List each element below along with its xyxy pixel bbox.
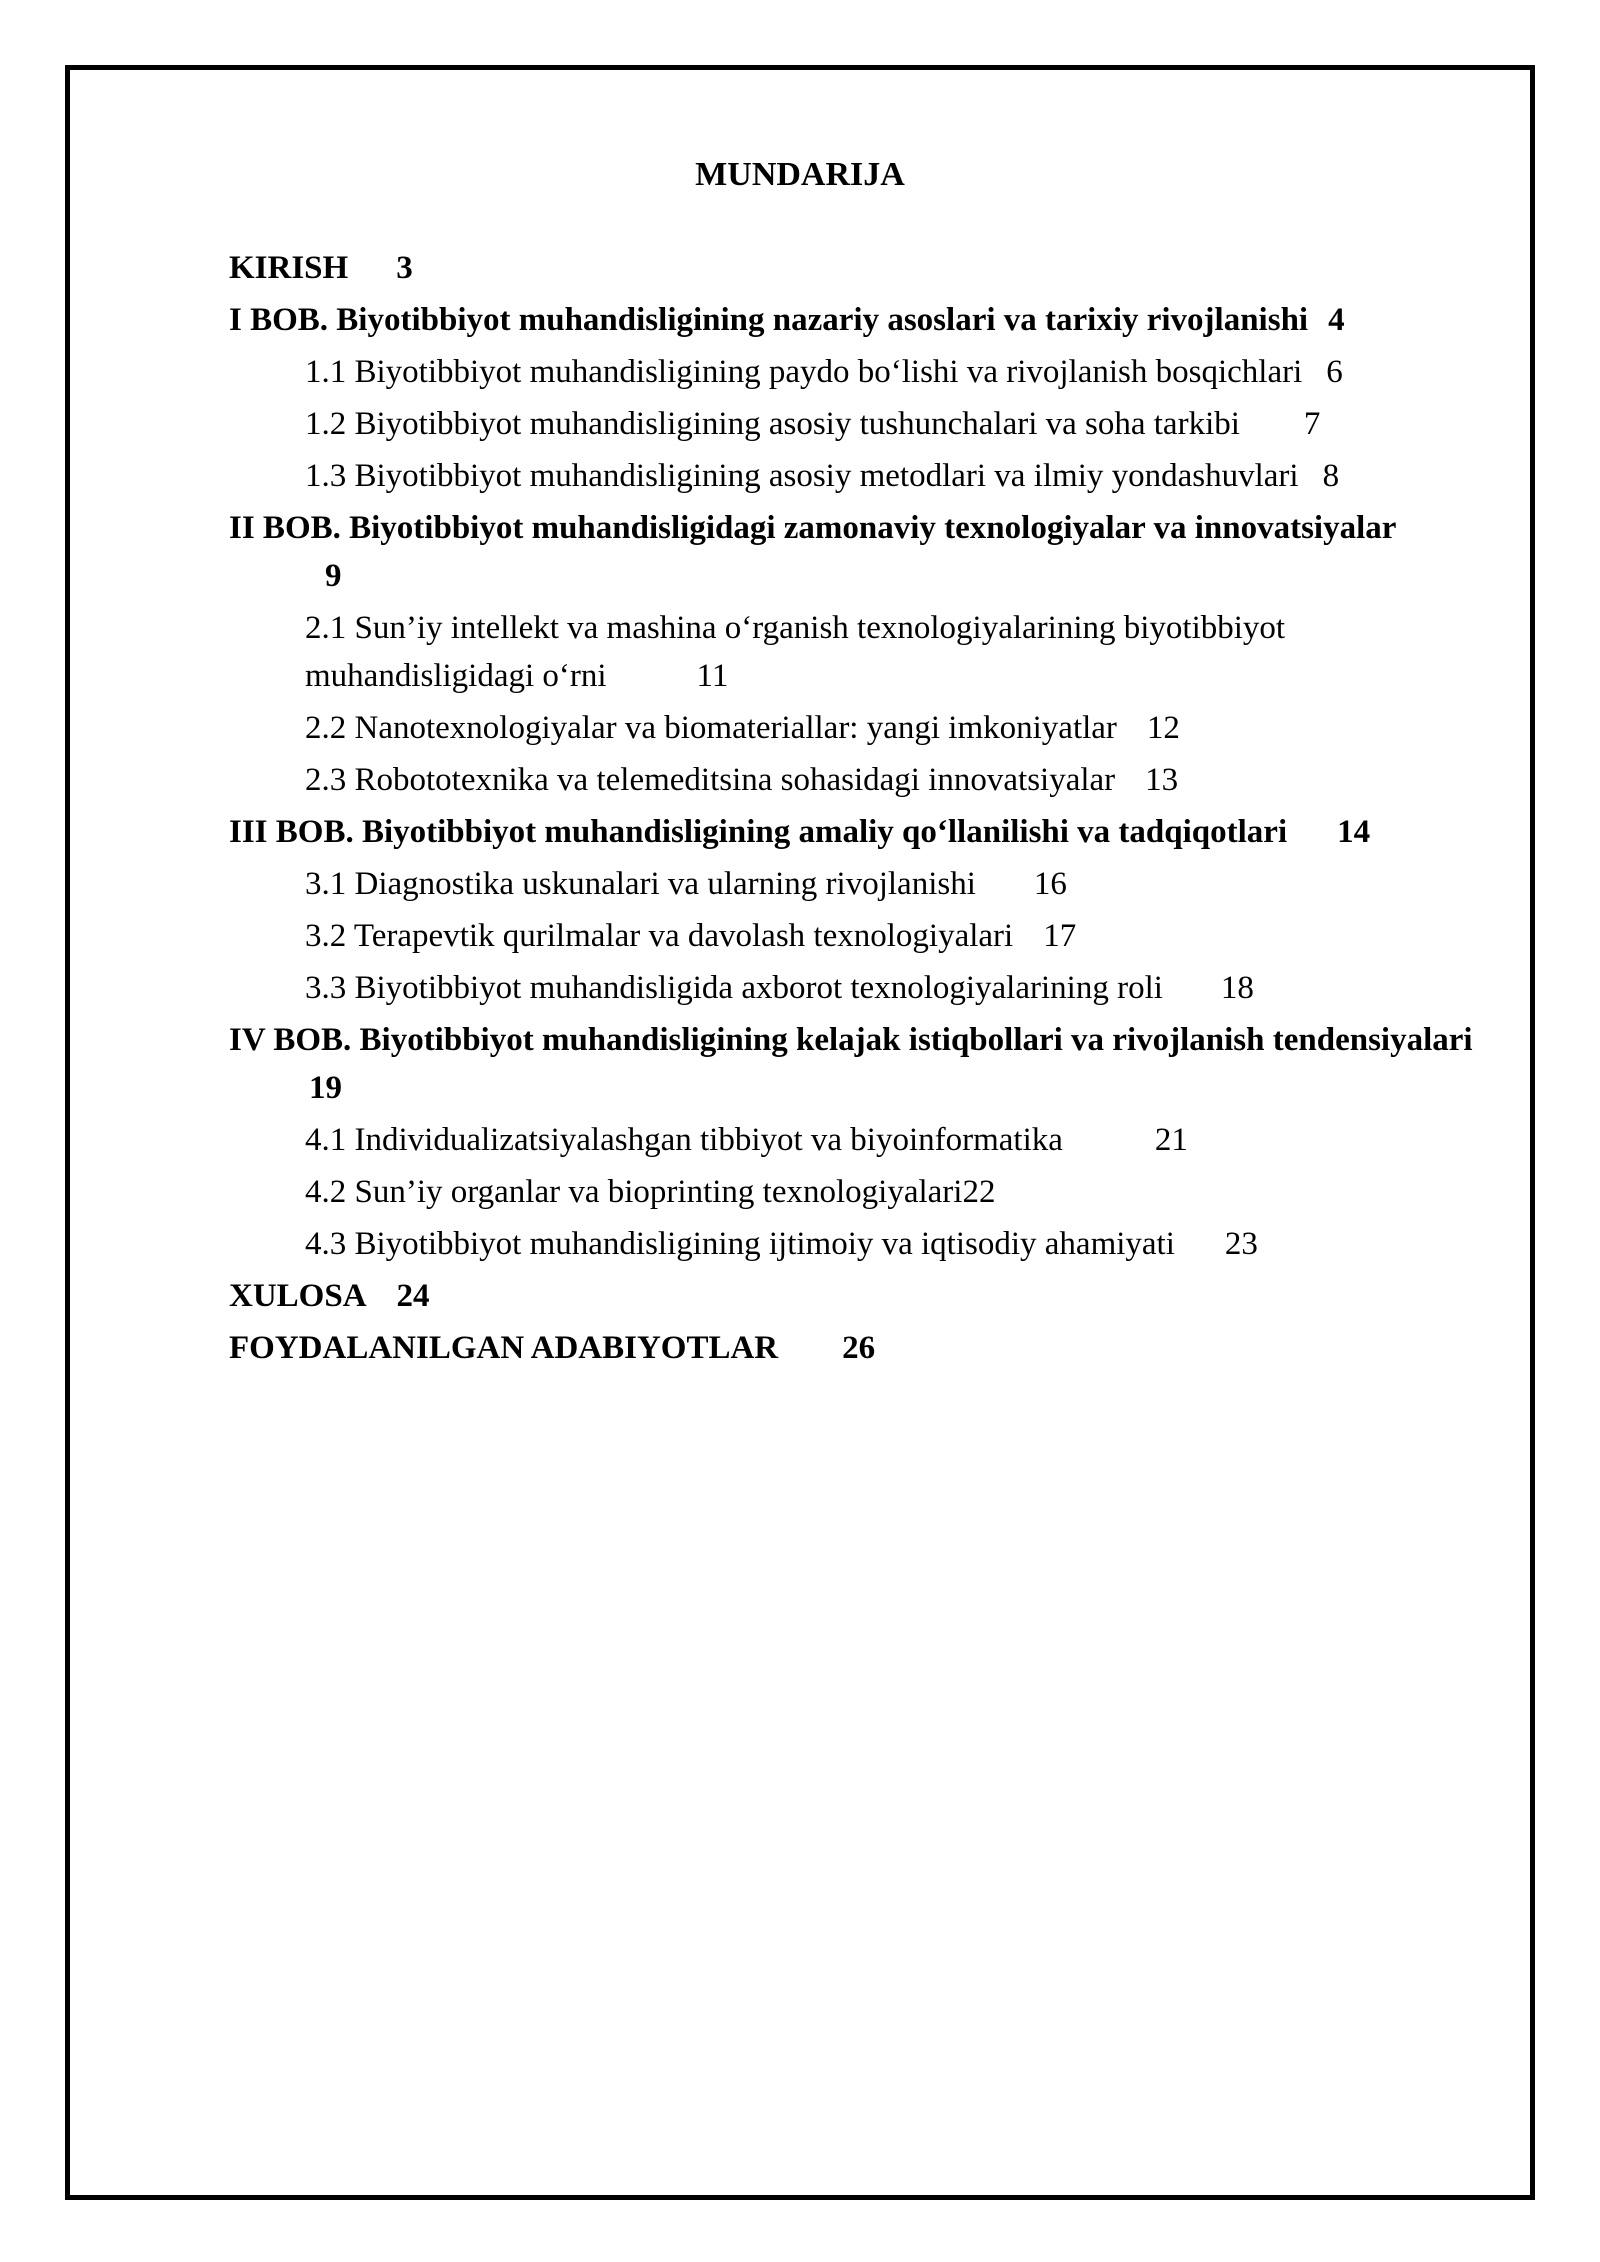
document-title: MUNDARIJA (695, 156, 905, 193)
toc-page-number: 23 (1224, 1226, 1258, 1262)
toc-page-number: 3 (396, 250, 413, 286)
toc-entry-text: KIRISH (229, 250, 349, 286)
toc-entry-references[interactable] (229, 1322, 1479, 1374)
toc-entry-chapter-4[interactable] (229, 1014, 1479, 1114)
table-of-contents (229, 242, 1479, 1374)
toc-entry-text: 3.2 Terapevtik qurilmalar va davolash texnologiyalari (305, 918, 1014, 954)
toc-entry-section-2-1[interactable] (229, 602, 1425, 702)
toc-page-number: 16 (1033, 866, 1067, 902)
toc-entry-text: 4.2 Sun’iy organlar va bioprinting texnologiyalari (305, 1174, 963, 1210)
toc-page-number: 21 (1154, 1122, 1188, 1158)
toc-entry-text: XULOSA (229, 1278, 367, 1314)
toc-page-number: 11 (696, 658, 729, 694)
toc-page-number: 6 (1326, 354, 1343, 390)
toc-entry-section-2-3[interactable] (229, 754, 1479, 806)
toc-page-number: 8 (1322, 458, 1340, 494)
toc-entry-text: III BOB. Biyotibbiyot muhandisligining amaliy qo‘llanilishi va tadqiqotlari (229, 814, 1288, 850)
toc-page-number: 7 (1303, 406, 1321, 442)
toc-entry-kirish[interactable] (229, 242, 1479, 294)
toc-entry-section-3-2[interactable] (229, 910, 1479, 962)
toc-page-number: 18 (1220, 970, 1254, 1006)
toc-entry-text: 2.3 Robototexnika va telemeditsina sohasidagi innovatsiyalar (305, 762, 1116, 798)
toc-entry-text: I BOB. Biyotibbiyot muhandisligining nazariy asoslari va tarixiy rivojlanishi (229, 302, 1309, 338)
toc-entry-section-1-2[interactable] (229, 398, 1479, 450)
toc-page-number: 12 (1146, 710, 1180, 746)
toc-entry-chapter-2[interactable] (229, 502, 1479, 602)
toc-entry-text: II BOB. Biyotibbiyot muhandisligidagi zamonaviy texnologiyalar va innovatsiyalar (229, 510, 1397, 546)
toc-entry-chapter-3[interactable] (229, 806, 1479, 858)
toc-entry-text: 2.2 Nanotexnologiyalar va biomateriallar: yangi imkoniyatlar (305, 710, 1117, 746)
toc-entry-text: 2.1 Sun’iy intellekt va mashina o‘rganish texnologiyalarining biyotibbiyot muhandisligidagi o‘rni (305, 610, 1286, 694)
toc-entry-section-3-1[interactable] (229, 858, 1479, 910)
toc-entry-text: 1.3 Biyotibbiyot muhandisligining asosiy metodlari va ilmiy yondashuvlari (305, 458, 1299, 494)
toc-page-number: 22 (962, 1174, 996, 1210)
toc-entry-text: 4.3 Biyotibbiyot muhandisligining ijtimoiy va iqtisodiy ahamiyati (305, 1226, 1175, 1262)
toc-entry-section-4-3[interactable] (229, 1218, 1479, 1270)
toc-entry-section-2-2[interactable] (229, 702, 1479, 754)
toc-entry-text: FOYDALANILGAN ADABIYOTLAR (229, 1330, 779, 1366)
toc-entry-section-4-2[interactable] (229, 1166, 1479, 1218)
toc-entry-text: 1.2 Biyotibbiyot muhandisligining asosiy tushunchalari va soha tarkibi (305, 406, 1240, 442)
toc-entry-section-1-3[interactable] (229, 450, 1479, 502)
toc-page-number: 26 (842, 1330, 876, 1366)
toc-entry-section-1-1[interactable] (229, 346, 1479, 398)
toc-entry-section-3-3[interactable] (229, 962, 1479, 1014)
toc-entry-text: 3.1 Diagnostika uskunalari va ularning rivojlanishi (305, 866, 976, 902)
toc-entry-text: 3.3 Biyotibbiyot muhandisligida axborot texnologiyalarining roli (305, 970, 1163, 1006)
toc-entry-chapter-1[interactable] (229, 294, 1479, 346)
toc-page-number: 9 (325, 558, 342, 594)
toc-entry-section-4-1[interactable] (229, 1114, 1479, 1166)
toc-entry-text: 4.1 Individualizatsiyalashgan tibbiyot va biyoinformatika (305, 1122, 1063, 1158)
toc-entry-text: IV BOB. Biyotibbiyot muhandisligining kelajak istiqbollari va rivojlanish tendensiyalari (229, 1022, 1473, 1058)
toc-entry-text: 1.1 Biyotibbiyot muhandisligining paydo bo‘lishi va rivojlanish bosqichlari (305, 354, 1303, 390)
toc-page-number: 14 (1337, 814, 1371, 850)
toc-entry-xulosa[interactable] (229, 1270, 1479, 1322)
toc-page-number: 4 (1328, 302, 1345, 338)
toc-page-number: 19 (309, 1070, 342, 1106)
toc-page-number: 24 (396, 1278, 430, 1314)
toc-page-number: 17 (1043, 918, 1077, 954)
toc-page-number: 13 (1145, 762, 1179, 798)
